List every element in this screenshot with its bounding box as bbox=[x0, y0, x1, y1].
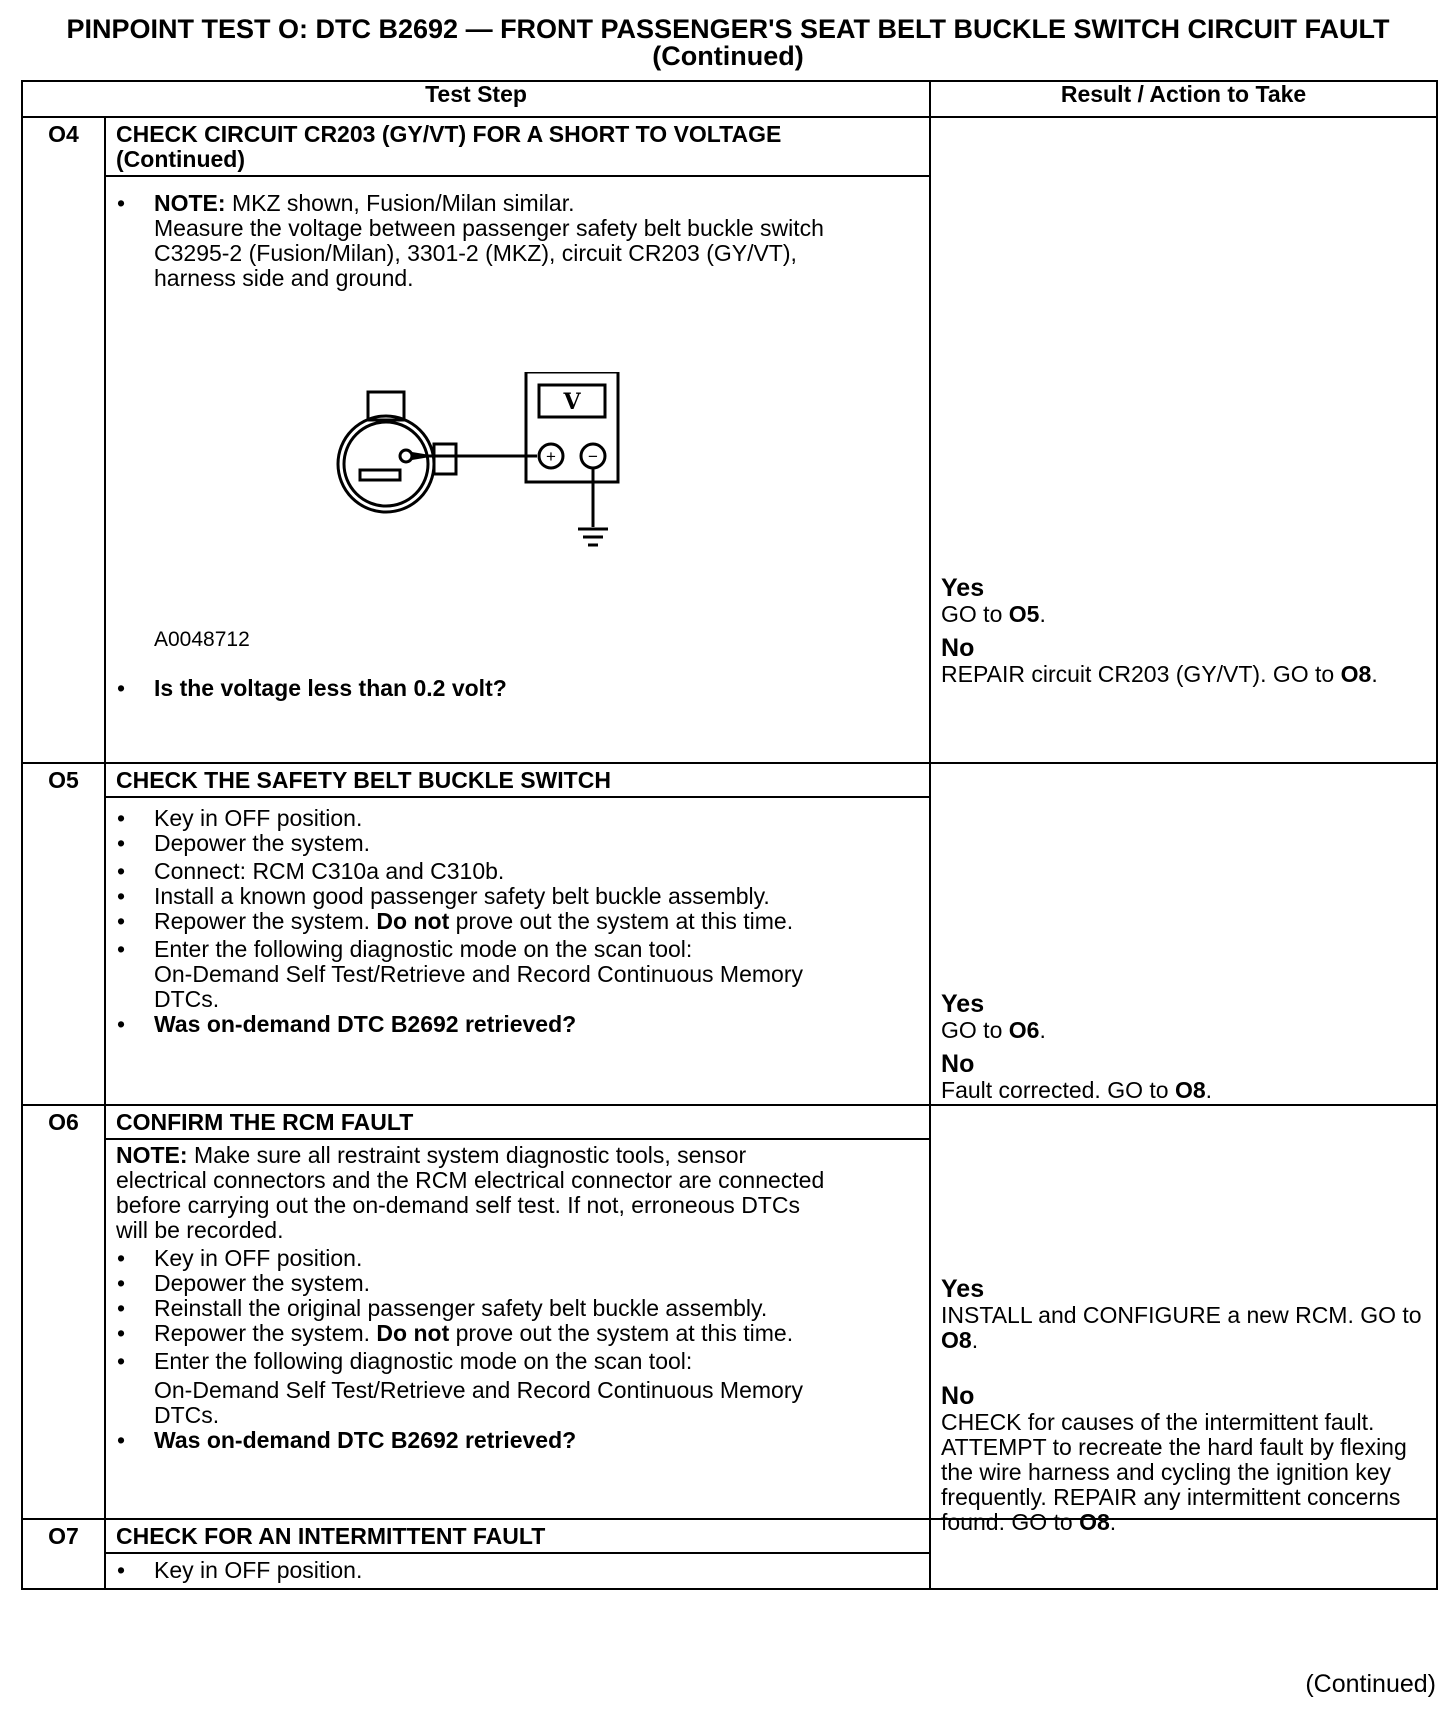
o6-question: • Was on-demand DTC B2692 retrieved? bbox=[116, 1428, 919, 1453]
o6-item-4: • Repower the system. Do not prove out the system at this time. bbox=[116, 1321, 919, 1346]
step-o4-title-row bbox=[22, 117, 1437, 176]
o6-item-2: • Depower the system. bbox=[116, 1271, 919, 1296]
connector-pin-1 bbox=[360, 470, 400, 480]
result-o4-yes-action: GO to O5. bbox=[941, 601, 1046, 627]
voltmeter-diagram bbox=[326, 372, 646, 572]
step-number-o7: O7 bbox=[22, 1519, 105, 1553]
step-title-o5: CHECK THE SAFETY BELT BUCKLE SWITCH bbox=[105, 763, 930, 797]
o4-note: • NOTE: MKZ shown, Fusion/Milan similar. bbox=[116, 191, 919, 216]
result-o4 bbox=[930, 117, 1437, 763]
header-result: Result / Action to Take bbox=[930, 81, 1437, 117]
step-o6-title-row bbox=[22, 1105, 1437, 1139]
o7-item-1: • Key in OFF position. bbox=[116, 1558, 919, 1583]
step-title-o7: CHECK FOR AN INTERMITTENT FAULT bbox=[105, 1519, 930, 1553]
o4-question: • Is the voltage less than 0.2 volt? bbox=[116, 676, 507, 701]
step-o5-body bbox=[105, 797, 930, 1105]
result-o6-yes-action: INSTALL and CONFIGURE a new RCM. GO to O8. bbox=[941, 1302, 1422, 1353]
figure-id: A0048712 bbox=[154, 628, 250, 651]
result-o6-no-label: No bbox=[941, 1382, 975, 1410]
o5-question: • Was on-demand DTC B2692 retrieved? bbox=[116, 1012, 919, 1037]
step-number-o4: O4 bbox=[22, 117, 105, 176]
step-number-o5: O5 bbox=[22, 763, 105, 797]
o6-item-1: • Key in OFF position. bbox=[116, 1246, 919, 1271]
title-line-1: PINPOINT TEST O: DTC B2692 — FRONT PASSENGER'S SEAT BELT BUCKLE SWITCH CIRCUIT FAULT bbox=[66, 14, 1390, 44]
step-o6-body bbox=[105, 1139, 930, 1519]
result-o6-yes-label: Yes bbox=[941, 1275, 985, 1303]
o6-diagnostic-mode: On-Demand Self Test/Retrieve and Record Continuous Memory DTCs. bbox=[154, 1377, 803, 1428]
voltmeter-minus-sign: − bbox=[588, 447, 598, 466]
o5-item-4: • Install a known good passenger safety belt buckle assembly. bbox=[116, 884, 919, 909]
o6-note: NOTE: Make sure all restraint system diagnostic tools, sensor electrical connectors and the RCM electrical connector are connected before carrying out the on-demand self test. If not, erroneous DTCs will be recorded. bbox=[116, 1142, 825, 1243]
result-o6-no-action: CHECK for causes of the intermittent fault. ATTEMPT to recreate the hard fault by flexing the wire harness and cycling the ignition key frequently. REPAIR any intermittent concerns found. GO to O8. bbox=[941, 1409, 1407, 1535]
table-header-row bbox=[22, 81, 1437, 117]
title-line-2: (Continued) bbox=[652, 41, 804, 71]
o5-item-3: • Connect: RCM C310a and C310b. bbox=[116, 859, 919, 884]
step-o5-title-row bbox=[22, 763, 1437, 797]
o5-item-2: • Depower the system. bbox=[116, 831, 919, 856]
step-title-o4 bbox=[105, 117, 930, 176]
result-o4-yes-label: Yes bbox=[941, 574, 985, 602]
connector-pin-2 bbox=[400, 450, 412, 462]
o5-item-1: • Key in OFF position. bbox=[116, 806, 919, 831]
result-o5-yes-label: Yes bbox=[941, 990, 985, 1018]
o5-diagnostic-mode: On-Demand Self Test/Retrieve and Record Continuous Memory DTCs. bbox=[154, 961, 803, 1013]
o4-measure-instruction: Measure the voltage between passenger safety belt buckle switch C3295-2 (Fusion/Milan), 3301-2 (MKZ), circuit CR203 (GY/VT), harness side and ground. bbox=[154, 215, 824, 291]
o6-item-3: • Reinstall the original passenger safety belt buckle assembly. bbox=[116, 1296, 919, 1321]
result-o5 bbox=[930, 763, 1437, 1105]
pinpoint-test-table bbox=[21, 80, 1438, 1590]
page-title bbox=[0, 16, 1456, 70]
o6-item-5: • Enter the following diagnostic mode on the scan tool: bbox=[116, 1349, 919, 1374]
step-title-o4-line1: CHECK CIRCUIT CR203 (GY/VT) FOR A SHORT TO VOLTAGE bbox=[116, 121, 782, 147]
result-o6 bbox=[930, 1105, 1437, 1535]
result-o4-no-action: REPAIR circuit CR203 (GY/VT). GO to O8. bbox=[941, 661, 1378, 687]
result-o5-no-action: Fault corrected. GO to O8. bbox=[941, 1077, 1213, 1103]
o5-item-5: • Repower the system. Do not prove out the system at this time. bbox=[116, 909, 919, 934]
step-title-o6: CONFIRM THE RCM FAULT bbox=[105, 1105, 930, 1139]
step-o7-body bbox=[105, 1553, 930, 1589]
step-number-o6: O6 bbox=[22, 1105, 105, 1139]
connector-body bbox=[338, 416, 434, 512]
result-o5-yes-action: GO to O6. bbox=[941, 1017, 1046, 1043]
continued-footer: (Continued) bbox=[1305, 1670, 1436, 1698]
o5-item-6: • Enter the following diagnostic mode on the scan tool: bbox=[116, 937, 919, 962]
result-o5-no-label: No bbox=[941, 1050, 975, 1078]
voltmeter-label: V bbox=[563, 389, 581, 415]
step-title-o4-line2: (Continued) bbox=[116, 146, 246, 172]
step-o4-body bbox=[105, 176, 930, 763]
voltmeter-plus-sign: + bbox=[546, 447, 556, 466]
header-test-step: Test Step bbox=[22, 81, 930, 117]
result-o4-no-label: No bbox=[941, 634, 975, 662]
